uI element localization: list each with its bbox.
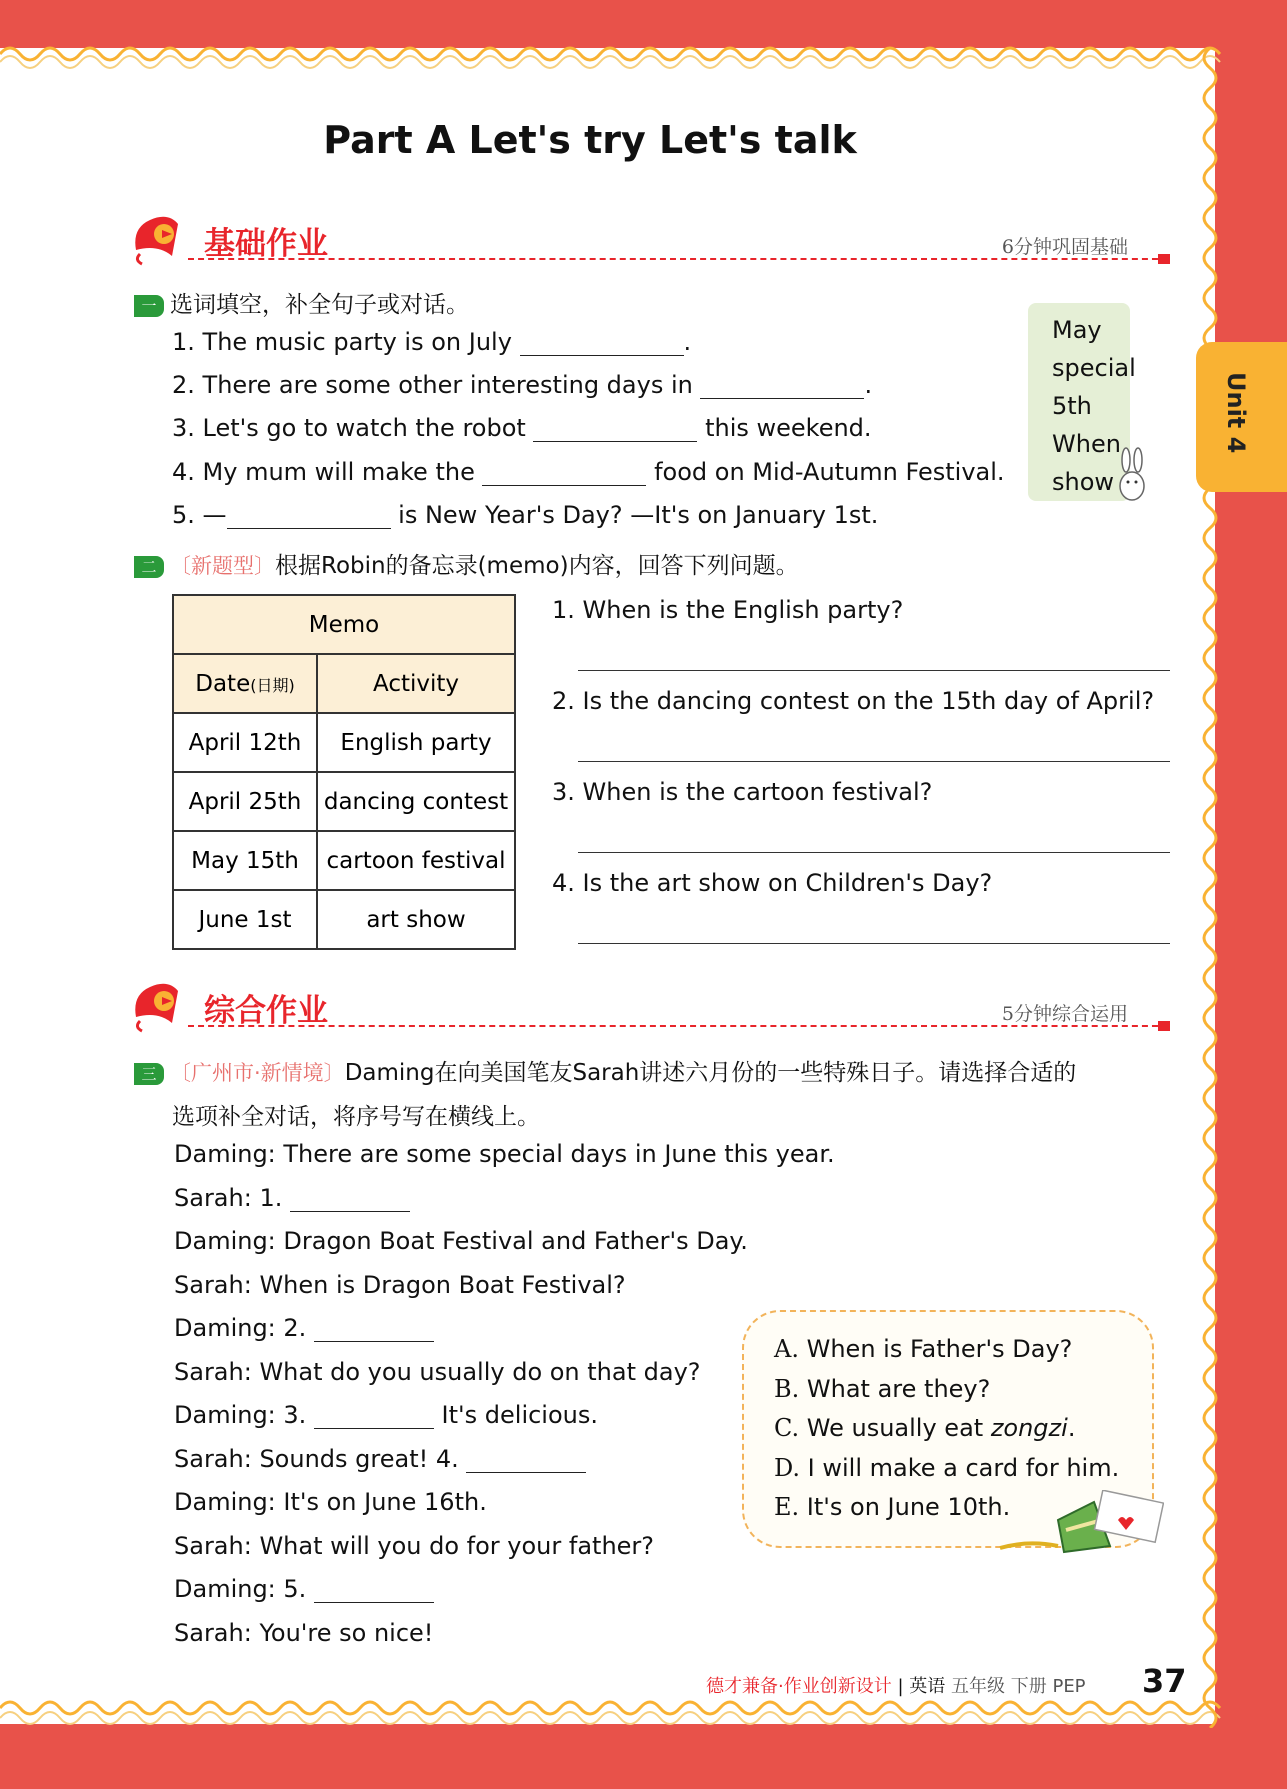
dialogue-line: Sarah: Sounds great! 4. xyxy=(174,1445,586,1473)
exercise-2-instruction: 二 〔新题型〕根据Robin的备忘录(memo)内容，回答下列问题。 xyxy=(134,547,799,580)
footer-separator: | xyxy=(897,1676,904,1697)
wavy-border-top xyxy=(0,36,1287,72)
question-3: 3. When is the cartoon festival? xyxy=(552,778,933,806)
dialogue-line: Sarah: When is Dragon Boat Festival? xyxy=(174,1271,626,1299)
section-header-comprehensive xyxy=(128,977,1168,1037)
page-title: Part A Let's try Let's talk xyxy=(323,118,857,162)
question-2: 2. Is the dancing contest on the 15th day of April? xyxy=(552,687,1155,715)
answer-line-4[interactable] xyxy=(578,943,1170,944)
divider-end-mark xyxy=(1158,254,1170,264)
memo-col-activity: Activity xyxy=(317,654,515,713)
dialogue-line: Daming: 3. It's delicious. xyxy=(174,1401,598,1429)
section-title: 基础作业 xyxy=(204,226,328,262)
word-bank-item: show xyxy=(1052,468,1115,496)
fill-line-5: 5. — is New Year's Day? —It's on January 1st. xyxy=(172,501,879,529)
unit-tab[interactable] xyxy=(1196,342,1287,492)
option-d[interactable]: D. I will make a card for him. xyxy=(774,1454,1120,1482)
footer xyxy=(706,1672,1086,1698)
footer-subject: 英语 xyxy=(909,1676,946,1697)
memo-col-date: Date(日期) xyxy=(173,654,317,713)
answer-blank[interactable] xyxy=(314,1576,434,1603)
exercise-3-instruction-cont: 选项补全对话，将序号写在横线上。 xyxy=(172,1104,540,1130)
section-time-note: 5分钟综合运用 xyxy=(1001,1003,1128,1025)
footer-grade: 五年级 下册 PEP xyxy=(951,1676,1086,1697)
answer-blank[interactable] xyxy=(290,1185,410,1212)
exercise-badge: 二 xyxy=(134,556,164,578)
section-time-note: 6分钟巩固基础 xyxy=(1001,236,1128,258)
table-row: April 12th English party xyxy=(173,713,515,772)
section-divider xyxy=(188,1025,1168,1027)
section-divider xyxy=(188,258,1168,260)
exercise-1-instruction: 一 选词填空，补全句子或对话。 xyxy=(134,286,469,319)
divider-end-mark xyxy=(1158,1021,1170,1031)
answer-blank[interactable] xyxy=(466,1446,586,1473)
dialogue-line: Daming: 2. xyxy=(174,1314,434,1342)
word-bank-item: special xyxy=(1052,354,1136,382)
dialogue-line: Sarah: You're so nice! xyxy=(174,1619,434,1647)
answer-line-2[interactable] xyxy=(578,761,1170,762)
exercise-badge: 三 xyxy=(134,1063,164,1085)
fill-line-4: 4. My mum will make the food on Mid-Autumn Festival. xyxy=(172,458,1005,486)
dialogue-line: Sarah: 1. xyxy=(174,1184,410,1212)
word-bank-item: When xyxy=(1052,430,1121,458)
answer-blank[interactable] xyxy=(227,502,391,529)
option-b[interactable]: B. What are they? xyxy=(774,1375,991,1403)
question-4: 4. Is the art show on Children's Day? xyxy=(552,869,993,897)
section-header-basic xyxy=(128,210,1168,270)
dialogue-line: Daming: Dragon Boat Festival and Father's Day. xyxy=(174,1227,748,1255)
exercise-3-instruction: 三 〔广州市·新情境〕Daming在向美国笔友Sarah讲述六月份的一些特殊日子。请选择合适的 xyxy=(134,1054,1076,1087)
section-title: 综合作业 xyxy=(204,993,328,1029)
footer-series: 德才兼备·作业创新设计 xyxy=(706,1676,892,1697)
zongzi-and-card-illustration-icon xyxy=(998,1490,1164,1560)
exercise-badge: 一 xyxy=(134,295,164,317)
dialogue-line: Daming: It's on June 16th. xyxy=(174,1488,487,1516)
answer-blank[interactable] xyxy=(700,372,864,399)
wavy-border-right xyxy=(1196,48,1232,1728)
answer-blank[interactable] xyxy=(482,459,646,486)
table-row: April 25th dancing contest xyxy=(173,772,515,831)
answer-line-1[interactable] xyxy=(578,670,1170,671)
answer-blank[interactable] xyxy=(314,1315,434,1342)
option-c[interactable]: C. We usually eat zongzi. xyxy=(774,1414,1076,1442)
word-bank-item: 5th xyxy=(1052,392,1092,420)
dialogue-line: Daming: There are some special days in June this year. xyxy=(174,1140,835,1168)
memo-title: Memo xyxy=(173,595,515,654)
option-e[interactable]: E. It's on June 10th. xyxy=(774,1493,1011,1521)
answer-blank[interactable] xyxy=(520,329,684,356)
unit-tab-label: Unit 4 xyxy=(1222,372,1250,454)
word-bank-item: May xyxy=(1052,316,1102,344)
fill-line-3: 3. Let's go to watch the robot this weekend. xyxy=(172,414,872,442)
page-number: 37 xyxy=(1142,1662,1187,1700)
answer-blank[interactable] xyxy=(314,1402,434,1429)
fill-line-1: 1. The music party is on July . xyxy=(172,328,692,356)
fill-line-2: 2. There are some other interesting days in . xyxy=(172,371,873,399)
table-row: June 1st art show xyxy=(173,890,515,949)
question-1: 1. When is the English party? xyxy=(552,596,904,624)
option-a[interactable]: A. When is Father's Day? xyxy=(774,1335,1073,1363)
answer-line-3[interactable] xyxy=(578,852,1170,853)
dialogue-line: Sarah: What do you usually do on that day? xyxy=(174,1358,701,1386)
table-row: May 15th cartoon festival xyxy=(173,831,515,890)
dialogue-line: Sarah: What will you do for your father? xyxy=(174,1532,655,1560)
memo-table xyxy=(172,594,516,950)
answer-blank[interactable] xyxy=(533,415,697,442)
dialogue-line: Daming: 5. xyxy=(174,1575,434,1603)
wavy-border-bottom xyxy=(0,1696,1287,1732)
rabbit-icon xyxy=(1112,446,1152,506)
